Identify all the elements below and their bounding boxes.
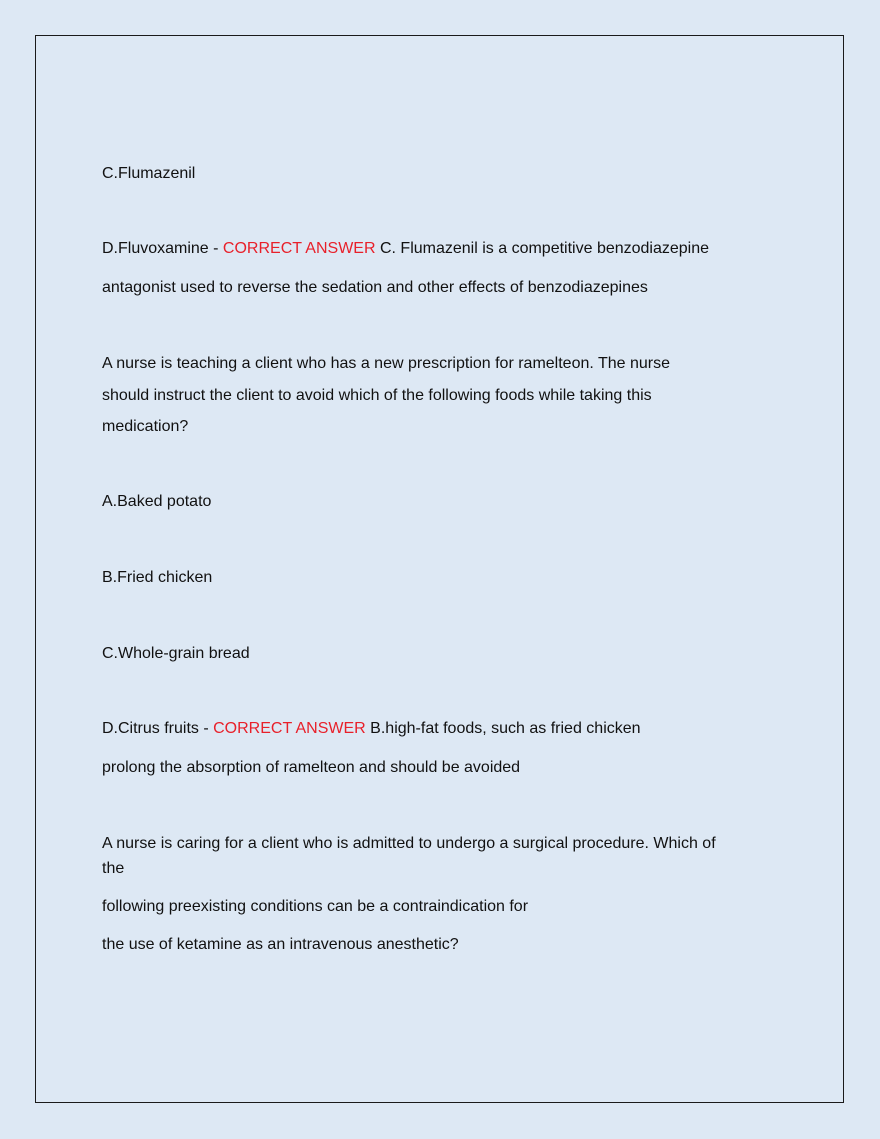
q3-question-line1: A nurse is caring for a client who is admitted to undergo a surgical procedure. Which of <box>102 835 716 852</box>
q1-option-d-line <box>102 239 709 259</box>
q2-option-d-line <box>102 719 641 739</box>
q2-question-line2: should instruct the client to avoid which of the following foods while taking this <box>102 387 652 404</box>
q1-option-c: C.Flumazenil <box>102 165 196 182</box>
q3-question-line1b: the <box>102 860 125 877</box>
q2-option-a: A.Baked potato <box>102 493 212 510</box>
q2-explanation-start: B.high-fat foods, such as fried chicken <box>365 720 641 737</box>
q3-question-line3: the use of ketamine as an intravenous anesthetic? <box>102 936 459 953</box>
q2-option-c: C.Whole-grain bread <box>102 645 250 662</box>
q2-explanation-line2: prolong the absorption of ramelteon and should be avoided <box>102 759 521 776</box>
q2-question-line3: medication? <box>102 418 189 435</box>
q2-option-d-text: D.Citrus fruits - <box>102 720 214 737</box>
q3-question-line2: following preexisting conditions can be a contraindication for <box>102 898 529 915</box>
q2-option-b: B.Fried chicken <box>102 569 213 586</box>
q2-correct-answer-label: CORRECT ANSWER <box>213 720 366 737</box>
q1-explanation-start: C. Flumazenil is a competitive benzodiazepine <box>375 240 710 257</box>
q2-question-line1: A nurse is teaching a client who has a new prescription for ramelteon. The nurse <box>102 355 671 372</box>
q1-explanation-line2: antagonist used to reverse the sedation and other effects of benzodiazepines <box>102 279 648 296</box>
q1-option-d-text: D.Fluvoxamine - <box>102 240 223 257</box>
q1-correct-answer-label: CORRECT ANSWER <box>222 240 376 257</box>
